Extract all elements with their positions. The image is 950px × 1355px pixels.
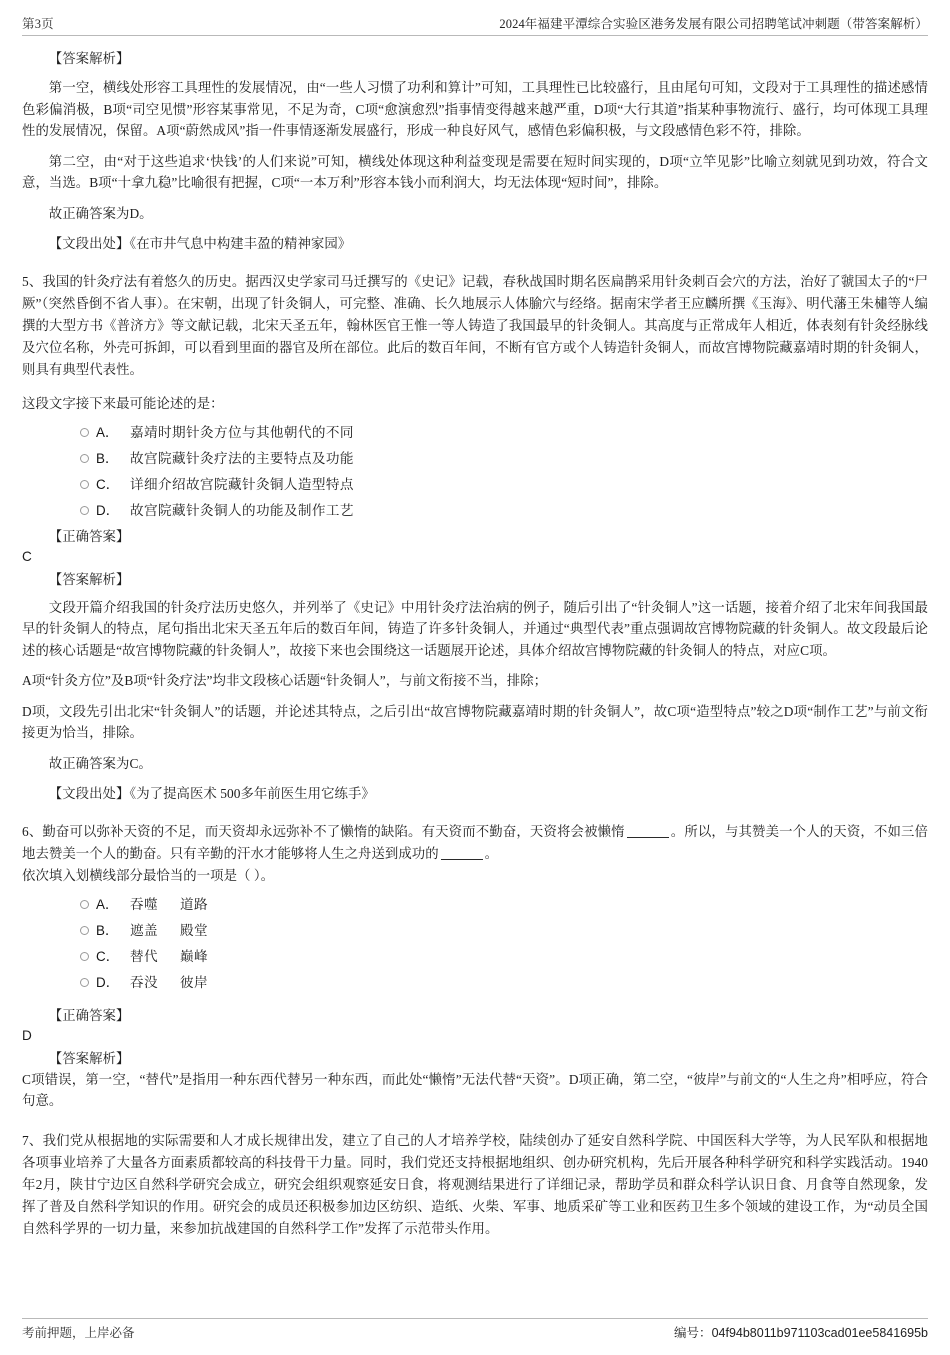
radio-icon[interactable] xyxy=(80,978,89,987)
option-letter: A． xyxy=(96,424,119,440)
q5-stem-text: 我国的针灸疗法有着悠久的历史。据西汉史学家司马迁撰写的《史记》记载，春秋战国时期名医扁鹊采用针灸刺百会穴的方法，治好了虢国太子的“尸厥”（突然昏倒不省人事）。在宋朝，出现了针灸铜人，可完整、准确、长久地展示人体腧穴与经络。据南宋学者王应麟所撰《玉海》、明代藩王朱橚等人编撰的大型方书《普济方》等文献记载，北宋天圣五年，翰林医官王惟一等人铸造了我国最早的针灸铜人。其高度与正常成年人相近，体表刻有针灸经脉线及穴位名称，外壳可拆卸，可以看到里面的器官及所在部位。此后的数百年间，不断有官方或个人铸造针灸铜人，而故宫博物院藏嘉靖时期的针灸铜人，则具有典型代表性。 xyxy=(22,273,928,377)
q6-ask: 依次填入划横线部分最恰当的一项是（ ）。 xyxy=(22,867,275,883)
option-col-2: 殿堂 xyxy=(180,922,208,938)
q5-options xyxy=(22,422,928,522)
option-text: 故宫院藏针灸铜人的功能及制作工艺 xyxy=(130,502,354,518)
q5-stem xyxy=(22,271,928,381)
q6-stem-part-2: 。所以，与其赞美一个人的天资，不如三倍地去赞美一个人的勤奋。只有辛勤的汗水才能够将人生之舟送到成功的 xyxy=(22,823,928,861)
document-title: 2024年福建平潭综合实验区港务发展有限公司招聘笔试冲刺题（带答案解析） xyxy=(499,17,928,31)
q4-analysis-label: 【答案解析】 xyxy=(48,51,130,66)
spacer xyxy=(22,590,928,597)
answer-blank-2 xyxy=(441,848,483,860)
q5-option-b[interactable] xyxy=(22,448,928,470)
page-number-label: 第3页 xyxy=(22,17,54,31)
option-letter: A． xyxy=(96,896,119,912)
page-footer xyxy=(22,1318,928,1341)
q5-number: 5、 xyxy=(22,273,43,289)
footer-id-label: 编号： xyxy=(674,1326,712,1340)
footer-id-value: 04f94b8011b971103cad01ee5841695b xyxy=(711,1326,928,1340)
q6-option-a[interactable] xyxy=(22,894,928,916)
q5-analysis-para-3: D项，文段先引出北宋“针灸铜人”的话题，并论述其特点，之后引出“故宫博物院藏嘉靖时期的针灸铜人”，故C项“造型特点”较之D项“制作工艺”与前文衔接更为恰当，排除。 xyxy=(22,703,928,740)
q7-number: 7、 xyxy=(22,1132,43,1148)
q6-options xyxy=(22,894,928,994)
q5-ask: 这段文字接下来最可能论述的是： xyxy=(22,395,224,411)
q5-source-label: 【文段出处】 xyxy=(48,786,130,801)
spacer xyxy=(22,998,928,1005)
footer-id xyxy=(674,1323,928,1341)
answer-blank-1 xyxy=(627,826,669,838)
radio-icon[interactable] xyxy=(80,926,89,935)
q4-source-label: 【文段出处】 xyxy=(48,236,130,251)
spacer xyxy=(22,70,928,77)
option-letter: B． xyxy=(96,922,119,938)
q5-conclusion: 故正确答案为C。 xyxy=(48,755,152,771)
q4-analysis-block xyxy=(22,48,928,255)
q5-option-d[interactable] xyxy=(22,500,928,522)
q5-option-c[interactable] xyxy=(22,474,928,496)
option-col-1: 替代 xyxy=(130,948,158,964)
radio-icon[interactable] xyxy=(80,480,89,489)
q4-source-line xyxy=(22,233,928,255)
q5-analysis-label: 【答案解析】 xyxy=(48,571,130,587)
q4-analysis-para-2: 第二空，由“对于这些追求‘快钱’的人们来说”可知，横线处体现这种利益变现是需要在短时间实现的，D项“立竿见影”比喻立刻就见到功效，符合文意，当选。B项“十拿九稳”比喻很有把握，C项“一本万利”形容本钱小而利润大，均无法体现“短时间”，排除。 xyxy=(22,153,928,190)
footer-slogan: 考前押题，上岸必备 xyxy=(22,1326,135,1340)
q6-stem xyxy=(22,821,928,865)
page-header xyxy=(22,10,928,36)
option-letter: D． xyxy=(96,502,120,518)
question-5 xyxy=(22,271,928,805)
q6-option-d[interactable] xyxy=(22,972,928,994)
document-content xyxy=(22,36,928,1240)
q7-stem xyxy=(22,1130,928,1240)
option-col-1: 吞噬 xyxy=(130,896,158,912)
option-text: 详细介绍故宫院藏针灸铜人造型特点 xyxy=(130,476,354,492)
option-text: 嘉靖时期针灸方位与其他朝代的不同 xyxy=(130,424,354,440)
q5-option-a[interactable] xyxy=(22,422,928,444)
q5-correct-answer: C xyxy=(22,548,32,564)
spacer xyxy=(22,381,928,393)
radio-icon[interactable] xyxy=(80,454,89,463)
option-letter: B． xyxy=(96,450,119,466)
spacer xyxy=(22,1112,928,1130)
document-page xyxy=(0,10,950,1355)
option-col-2: 道路 xyxy=(180,896,208,912)
q5-source-title: 《为了提高医术 500多年前医生用它练手》 xyxy=(129,786,375,801)
option-text xyxy=(130,894,208,916)
radio-icon[interactable] xyxy=(80,952,89,961)
q6-number: 6、 xyxy=(22,823,43,839)
option-col-1: 吞没 xyxy=(130,974,158,990)
radio-icon[interactable] xyxy=(80,506,89,515)
q6-stem-part-1: 勤奋可以弥补天资的不足，而天资却永远弥补不了懒惰的缺陷。有天资而不勤奋，天资将会被懒惰 xyxy=(42,823,625,839)
spacer xyxy=(22,264,928,271)
q6-option-b[interactable] xyxy=(22,920,928,942)
q5-analysis-para-1: 文段开篇介绍我国的针灸疗法历史悠久，并列举了《史记》中用针灸疗法治病的例子，随后引出了“针灸铜人”这一话题，接着介绍了北宋年间我国最早的针灸铜人的特点，尾句指出北宋天圣五年后的数百年间，铸造了许多针灸铜人，并通过“典型代表”重点强调故宫博物院藏的针灸铜人。故文段最后论述的核心话题是“故宫博物院藏的针灸铜人”，故接下来也会围绕这一话题展开论述，具体介绍故宫博物院藏的针灸铜人的特点，对应C项。 xyxy=(22,599,928,658)
option-text: 故宫院藏针灸疗法的主要特点及功能 xyxy=(130,450,354,466)
q6-correct-answer: D xyxy=(22,1027,32,1043)
q7-stem-text: 我们党从根据地的实际需要和人才成长规律出发，建立了自己的人才培养学校，陆续创办了延安自然科学院、中国医科大学等，为人民军队和根据地各项事业培养了大量各方面素质都较高的科技骨干力量。同时，我们党还支持根据地组织、创办研究机构，先后开展各种科学研究和科学实践活动。1940年2月，陕甘宁边区自然科学研究会成立，研究会组织观察延安日食，将观测结果进行了详细记录，帮助学员和群众科学认识日食、月食等自然现象，发挥了普及自然科学知识的作用。研究会的成员还积极参加边区纺织、造纸、火柴、军事、地质采矿等工业和医药卫生多个领域的建设工作，为“动员全国自然科学界的一切力量，来参加抗战建国的自然科学工作”发挥了示范带头作用。 xyxy=(22,1132,929,1236)
q5-source-line xyxy=(22,783,928,805)
q4-analysis-para-1: 第一空，横线处形容工具理性的发展情况，由“一些人习惯了功利和算计”可知，工具理性已比较盛行，且由尾句可知，文段对于工具理性的描述感情色彩偏消极，B项“司空见惯”形容某事常见，不足为奇，C项“愈演愈烈”指事情变得越来越严重，D项“大行其道”指某种事物流行、盛行，均可体现工具理性的发展情况，保留。A项“蔚然成风”指一件事情逐渐发展盛行，形成一种良好风气，感情色彩偏积极，与文段感情色彩不符，排除。 xyxy=(22,80,928,138)
q5-analysis-para-2: A项“针灸方位”及B项“针灸疗法”均非文段核心话题“针灸铜人”，与前文衔接不当，排除； xyxy=(22,673,548,688)
radio-icon[interactable] xyxy=(80,900,89,909)
option-letter: D． xyxy=(96,974,120,990)
option-text xyxy=(130,920,208,942)
q6-analysis: C项错误，第一空，“替代”是指用一种东西代替另一种东西，而此处“懒惰”无法代替“天资”。D项正确，第二空，“彼岸”与前文的“人生之舟”相呼应，符合句意。 xyxy=(22,1071,928,1108)
question-6 xyxy=(22,821,928,1112)
radio-icon[interactable] xyxy=(80,428,89,437)
spacer xyxy=(22,814,928,821)
option-text xyxy=(130,972,208,994)
q6-option-c[interactable] xyxy=(22,946,928,968)
q6-stem-part-3: 。 xyxy=(484,845,499,861)
option-col-2: 彼岸 xyxy=(180,974,208,990)
q4-source-title: 《在市井气息中构建丰盈的精神家园》 xyxy=(129,236,352,251)
option-col-1: 遮盖 xyxy=(130,922,158,938)
option-col-2: 巅峰 xyxy=(180,948,208,964)
q4-conclusion: 故正确答案为D。 xyxy=(48,205,153,221)
option-letter: C． xyxy=(96,948,120,964)
q6-analysis-label: 【答案解析】 xyxy=(48,1050,130,1066)
question-7 xyxy=(22,1130,928,1240)
q5-correct-answer-label: 【正确答案】 xyxy=(48,528,130,544)
q6-correct-answer-label: 【正确答案】 xyxy=(48,1007,130,1023)
option-letter: C． xyxy=(96,476,120,492)
option-text xyxy=(130,946,208,968)
